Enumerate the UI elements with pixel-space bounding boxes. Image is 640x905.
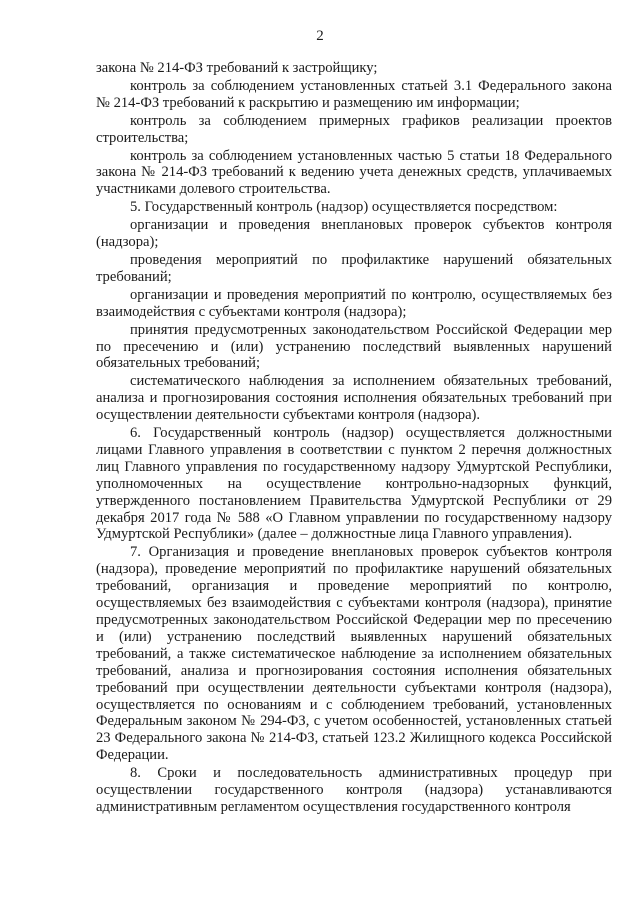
page-number: 2 <box>316 28 324 44</box>
paragraph: контроль за соблюдением установленных статьей 3.1 Федерального закона № 214-ФЗ требований к раскрытию и размещению им информации; <box>96 77 612 111</box>
paragraph: закона № 214-ФЗ требований к застройщику; <box>96 60 378 76</box>
paragraph: организации и проведения внеплановых проверок субъектов контроля (надзора); <box>96 217 612 251</box>
paragraph: 5. Государственный контроль (надзор) осуществляется посредством: <box>130 199 558 216</box>
paragraph: контроль за соблюдением установленных частью 5 статьи 18 Федерального закона № 214-ФЗ требований к ведению учета денежных средств, уплачиваемых участниками долевого строительства. <box>96 147 612 198</box>
paragraph: 7. Организация и проведение внеплановых проверок субъектов контроля (надзора), проведение мероприятий по профилактике нарушений обязательных требований, организация и проведение мероприятий по контролю, осуществляемых без взаимодействия с субъектами контроля (надзора), принятие предусмотренных законодательством Российской Федерации мер по пресечению и (или) устранению последствий выявленных нарушений обязательных требований, а также систематическое наблюдение за исполнением обязательных требований, анализа и прогнозирования состояния исполнения обязательных требований при осуществлении деятельности субъектами контроля (надзора), осуществляется по основаниям и с соблюдением требований, установленных Федеральным законом № 294-ФЗ, с учетом особенностей, установленных статьей 23 Федерального закона № 214-ФЗ, статьей 123.2 Жилищного кодекса Российской Федерации. <box>96 544 612 764</box>
paragraph: 6. Государственный контроль (надзор) осуществляется должностными лицами Главного управления в соответствии с пунктом 2 перечня должностных лиц Главного управления по государственному надзору Удмуртской Республики, уполномоченных на осуществление контрольно-надзорных функций, утвержденного постановлением Правительства Удмуртской Республики от 29 декабря 2017 года № 588 «О Главном управлении по государственному надзору Удмуртской Республики» (далее – должностные лица Главного управления). <box>96 425 612 543</box>
paragraph: 8. Сроки и последовательность административных процедур при осуществлении государственного контроля (надзора) устанавливаются административным регламентом осуществления государственного контроля <box>96 765 612 815</box>
paragraph: принятия предусмотренных законодательством Российской Федерации мер по пресечению и (или) устранению последствий выявленных нарушений обязательных требований; <box>96 321 612 372</box>
paragraph: организации и проведения мероприятий по контролю, осуществляемых без взаимодействия с субъектами контроля (надзора); <box>96 286 612 320</box>
paragraph: контроль за соблюдением примерных графиков реализации проектов строительства; <box>96 112 612 146</box>
document-body <box>96 60 612 816</box>
paragraph: проведения мероприятий по профилактике нарушений обязательных требований; <box>96 251 612 285</box>
paragraph: систематического наблюдения за исполнением обязательных требований, анализа и прогнозирования состояния исполнения обязательных требований при осуществлении деятельности субъектами контроля (надзора). <box>96 373 612 424</box>
